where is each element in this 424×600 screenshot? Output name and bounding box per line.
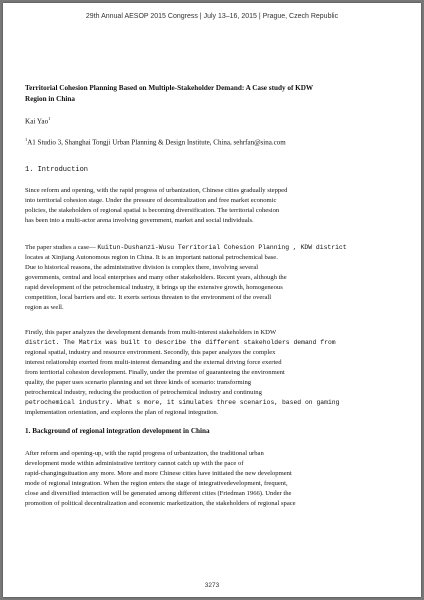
paper-title bbox=[25, 83, 395, 105]
paragraph bbox=[25, 243, 421, 313]
text-line: close and diversified interaction will be generated among different cities (Friedman 1966). Under the bbox=[25, 490, 292, 497]
title-line: Region in China bbox=[25, 95, 75, 103]
text-line: interest relationship exerted from multi-interest demanding and the external driving force exerted bbox=[25, 359, 282, 366]
text-line: from territorial cohesion development. Finally, under the premise of guaranteeing the environment bbox=[25, 369, 285, 376]
author-name: Kai Yao bbox=[25, 117, 49, 126]
text-line: has been into a multi-actor arena involving government, market and social individuals. bbox=[25, 217, 254, 224]
affiliation bbox=[25, 137, 405, 146]
text-line: rapid-changingsituation any more. More and more Chinese cities have initiated the new development bbox=[25, 470, 292, 477]
text-line: implementation orientation, and explores the plan of regional integration. bbox=[25, 409, 219, 416]
text-line: district. The Matrix was built to describe the different stakeholders demand from bbox=[25, 339, 336, 346]
running-header: 29th Annual AESOP 2015 Congress | July 13–16, 2015 | Prague, Czech Republic bbox=[85, 13, 339, 20]
text-line: After reform and opening-up, with the rapid progress of urbanization, the traditional urban bbox=[25, 450, 264, 457]
author-sup: 1 bbox=[48, 116, 51, 121]
text-line: into territorial cohesion stage. Under the pressure of decentralization and free market economic bbox=[25, 197, 277, 204]
text-line: competition, local barriers and etc. It exerts serious threaten to the environment of the overall bbox=[25, 294, 272, 301]
title-line: Territorial Cohesion Planning Based on Multiple-Stakeholder Demand: A Case study of KDW bbox=[25, 84, 314, 92]
text-line bbox=[25, 243, 421, 253]
text-line: development mode within administrative territory cannot catch up with the pace of bbox=[25, 460, 244, 467]
text-line: region as well. bbox=[25, 304, 64, 311]
section-heading-background: 1. Background of regional integration development in China bbox=[25, 427, 210, 435]
author bbox=[25, 116, 50, 125]
text-line: quality, the paper uses scenario planning and set three kinds of scenario: transforming bbox=[25, 379, 252, 386]
text-line: Due to historical reasons, the administrative division is complex there, involving several bbox=[25, 264, 259, 271]
affiliation-text: A1 Studio 3, Shanghai Tongji Urban Planning & Design Institute, China, sehrfan@sina.com bbox=[27, 138, 286, 147]
paragraph bbox=[25, 449, 401, 509]
paragraph bbox=[25, 186, 401, 226]
text-line: locates at Xinjiang Autonomous region in China. It is an important national petrochemical base. bbox=[25, 254, 278, 261]
text-line: governments, central and local enterprises and many other stakeholders. Recent years, although the bbox=[25, 274, 287, 281]
text-line: promotion of political decentralization and economic marketization, the stakeholders of regional space bbox=[25, 500, 296, 507]
text-line: rapid development of the petrochemical industry, it brings up the extensive growth, homogeneous bbox=[25, 284, 283, 291]
text-line: Since reform and opening, with the rapid progress of urbanization, Chinese cities gradually stepped bbox=[25, 187, 288, 194]
text-line: mode of regional integration. When the region enters the stage of integrativedevelopment, frequent, bbox=[25, 480, 288, 487]
section-heading-introduction: 1. Introduction bbox=[25, 166, 89, 174]
page-number: 3273 bbox=[204, 582, 220, 589]
affiliation-sup: 1 bbox=[25, 137, 28, 142]
text-line: regional spatial, industry and resource environment. Secondly, this paper analyzes the complex bbox=[25, 349, 276, 356]
paragraph bbox=[25, 328, 421, 418]
paper-page bbox=[3, 3, 421, 597]
case-name: Kuitun-Dushanzi-Wusu Territorial Cohesion Planning , KDW district bbox=[97, 244, 347, 251]
text-line: policies, the stakeholders of regional spatial is becoming diversification. The territorial cohesion bbox=[25, 207, 280, 214]
text-line: petrochemical industry, reducing the production of petrochemical industry and continuing bbox=[25, 389, 262, 396]
text-line: petrochemical industry. What s more, it simulates three scenarios, based on gaming bbox=[25, 399, 340, 406]
text-line: Firstly, this paper analyzes the development demands from multi-interest stakeholders in KDW bbox=[25, 329, 277, 336]
text-run: The paper studies a case— bbox=[25, 244, 98, 251]
